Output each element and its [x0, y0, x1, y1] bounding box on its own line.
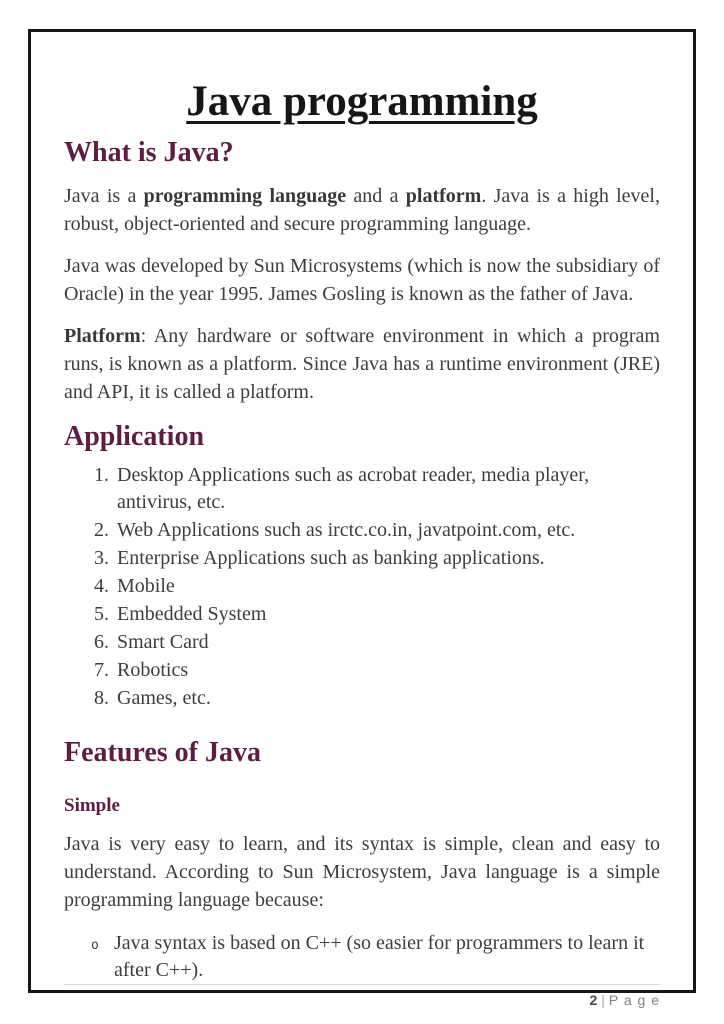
bullet-text: Java syntax is based on C++ (so easier for programmers to learn it after C++). [114, 932, 645, 981]
bullet-item-java-syntax [64, 930, 660, 984]
bold-text-programming-language: programming language [143, 185, 347, 207]
text-run: : Any hardware or software environment in which a program runs, is known as a platform. Since Java has a runtime environment (JRE) and API, it is called a platform. [64, 325, 660, 403]
list-item-mobile: 4. Mobile [114, 573, 660, 600]
list-item-desktop: 1. Desktop Applications such as acrobat reader, media player, antivirus, etc. [114, 462, 660, 516]
document-title: Java programming [186, 78, 538, 125]
circle-bullet-icon: o [91, 938, 99, 953]
heading-application: Application [64, 421, 205, 452]
list-item-enterprise: 3. Enterprise Applications such as banking applications. [114, 545, 660, 572]
list-item-robotics: 7. Robotics [114, 657, 660, 684]
text-run: . Java is a high level, robust, object-oriented and secure programming language. [64, 185, 660, 235]
bold-text-platform: platform [405, 185, 482, 207]
list-item-embedded: 5. Embedded System [114, 601, 660, 628]
paragraph-simple-description: Java is very easy to learn, and its syntax is simple, clean and easy to understand. According to Sun Microsystem, Java language is a simple programming language because: [64, 833, 660, 911]
subheading-simple: Simple [64, 795, 120, 816]
paragraph-java-definition [64, 182, 660, 238]
application-list [64, 462, 660, 712]
paragraph-java-history: Java was developed by Sun Microsystems (which is now the subsidiary of Oracle) in the year 1995. James Gosling is known as the father of Java. [64, 255, 660, 305]
list-item-games: 8. Games, etc. [114, 685, 660, 712]
page-number: 2 [589, 992, 598, 1008]
page-number-area [64, 992, 660, 1008]
list-item-web: 2. Web Applications such as irctc.co.in, javatpoint.com, etc. [114, 517, 660, 544]
text-run: Java is a [64, 185, 144, 207]
paragraph-platform-definition [64, 322, 660, 406]
text-run: and a [346, 185, 406, 207]
heading-what-is-java: What is Java? [64, 137, 234, 168]
page-footer [31, 984, 693, 1024]
page-content [31, 32, 693, 984]
page-border-frame [28, 29, 696, 1008]
heading-features-of-java: Features of Java [64, 737, 261, 768]
page-number-separator: | [601, 992, 605, 1008]
footer-divider [64, 984, 660, 985]
list-item-smart-card: 6. Smart Card [114, 629, 660, 656]
bold-text-platform-term: Platform [64, 325, 141, 347]
simple-bullet-list [64, 930, 660, 984]
page-label: P a g e [608, 992, 660, 1008]
